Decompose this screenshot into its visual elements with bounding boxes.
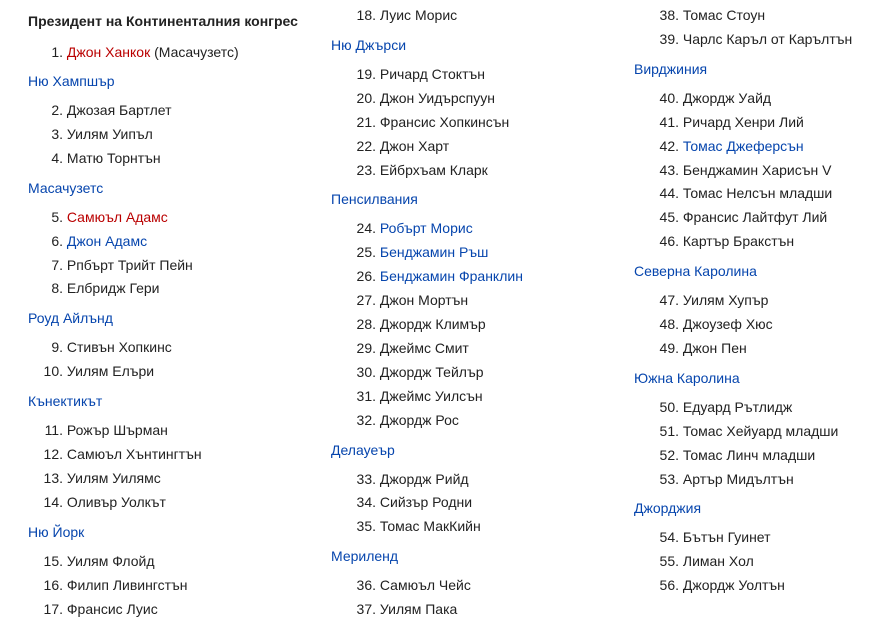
- state-heading[interactable]: Мериленд: [331, 548, 399, 565]
- item-number: 16.: [43, 576, 63, 593]
- item-number: 53.: [659, 470, 679, 487]
- signer-item: [634, 423, 838, 439]
- signer-item: [634, 553, 754, 569]
- item-number: 6.: [51, 232, 63, 249]
- item-number: 18.: [356, 7, 376, 23]
- signer-name: Картър Бракстън: [682, 233, 795, 250]
- signer-item: [331, 66, 485, 82]
- item-number: 52.: [659, 446, 679, 463]
- signer-name: Елбридж Гери: [66, 280, 160, 297]
- signer-name: Томас Нелсън младши: [682, 185, 833, 202]
- signer-item: [28, 126, 153, 142]
- signer-name-link[interactable]: Бенджамин Франклин: [379, 268, 523, 285]
- signer-item: [634, 399, 792, 415]
- president-item: [28, 44, 239, 60]
- signer-item: [331, 340, 469, 356]
- signer-item: [634, 292, 768, 308]
- signer-item: [634, 7, 765, 23]
- item-number: 20.: [356, 89, 376, 106]
- signer-item: [634, 185, 832, 201]
- signer-name: Уилям Пака: [379, 601, 458, 618]
- signer-name-link[interactable]: Робърт Морис: [379, 220, 473, 237]
- signer-name: Франсис Лайтфут Лий: [682, 209, 828, 226]
- state-heading[interactable]: Масачузетс: [28, 179, 104, 196]
- signer-item: [634, 233, 794, 249]
- signer-name: Джон Мортън: [379, 292, 469, 309]
- signer-name: Томас Стоун: [682, 7, 766, 23]
- item-number: 21.: [356, 113, 376, 130]
- signer-item: [331, 412, 459, 428]
- item-number: 47.: [659, 292, 679, 309]
- signer-item: [331, 577, 471, 593]
- item-number: 31.: [356, 387, 376, 404]
- item-number: 41.: [659, 113, 679, 130]
- signer-item: [28, 470, 161, 486]
- signer-item: [634, 316, 773, 332]
- signer-item: [634, 529, 771, 545]
- signer-name: Самюъл Чейс: [379, 577, 471, 594]
- signer-item: [331, 388, 483, 404]
- item-number: 33.: [356, 470, 376, 487]
- signer-name-link[interactable]: Томас Джеферсън: [682, 137, 804, 154]
- state-heading[interactable]: Ню Йорк: [28, 523, 85, 540]
- signer-item: [634, 162, 831, 178]
- signer-name: Едуард Рътлидж: [682, 398, 793, 415]
- item-number: 49.: [659, 339, 679, 356]
- item-number: 23.: [356, 161, 376, 178]
- state-heading[interactable]: Южна Каролина: [634, 369, 740, 386]
- item-number: 56.: [659, 577, 679, 594]
- signer-item: [634, 447, 815, 463]
- signer-name: Ричард Стоктън: [379, 65, 485, 82]
- signer-name: Джордж Климър: [379, 316, 486, 332]
- item-number: 40.: [659, 89, 679, 106]
- signer-name: Бенджамин Харисън V: [682, 161, 832, 178]
- item-number: 14.: [43, 493, 63, 510]
- president-name-link[interactable]: Джон Ханкок: [66, 44, 151, 60]
- signer-item: [331, 292, 468, 308]
- signer-item: [634, 577, 785, 593]
- item-number: 22.: [356, 137, 376, 154]
- signer-item: [28, 257, 193, 273]
- state-heading[interactable]: Кънектикът: [28, 393, 103, 410]
- signer-item: [331, 601, 457, 617]
- signer-item: [634, 138, 804, 154]
- signer-name: Джеймс Смит: [379, 339, 469, 356]
- signer-name: Сийзър Родни: [379, 494, 473, 511]
- state-heading[interactable]: Джорджия: [634, 500, 702, 517]
- item-number: 44.: [659, 185, 679, 202]
- signer-name: Джоузеф Хюс: [682, 316, 773, 332]
- signer-name: Уилям Елъри: [66, 363, 155, 380]
- signer-item: [634, 90, 771, 106]
- signer-name: Уилям Уилямс: [66, 469, 161, 486]
- signer-item: [331, 471, 469, 487]
- signer-name: Джозая Бартлет: [66, 102, 172, 118]
- signer-item: [28, 209, 168, 225]
- signer-name: Томас МакКийн: [379, 518, 481, 535]
- item-number: 2.: [51, 102, 63, 118]
- signer-name-link[interactable]: Джон Адамс: [66, 232, 148, 249]
- president-state-note: (Масачузетс): [154, 44, 239, 60]
- state-heading[interactable]: Роуд Айлънд: [28, 310, 113, 327]
- item-number: 12.: [43, 446, 63, 462]
- signer-item: [28, 280, 159, 296]
- signer-item: [634, 340, 747, 356]
- item-number: 42.: [659, 137, 679, 154]
- signer-name: Ричард Хенри Лий: [682, 113, 804, 130]
- signer-item: [28, 339, 172, 355]
- signer-item: [331, 364, 484, 380]
- signer-item: [28, 446, 202, 462]
- signer-name: Франсис Луис: [66, 600, 158, 617]
- item-number: 5.: [51, 208, 63, 225]
- state-heading[interactable]: Ню Джърси: [331, 36, 407, 53]
- item-number: 46.: [659, 233, 679, 250]
- signer-item: [331, 494, 472, 510]
- item-number: 25.: [356, 244, 376, 261]
- signer-item: [331, 138, 449, 154]
- signer-item: [634, 471, 794, 487]
- item-number: 32.: [356, 411, 376, 428]
- signer-item: [28, 150, 161, 166]
- signer-name: Джордж Тейлър: [379, 363, 484, 380]
- item-number: 15.: [43, 552, 63, 569]
- signer-name: Уилям Уипъл: [66, 125, 153, 142]
- signer-name: Ейбрхъам Кларк: [379, 161, 488, 178]
- state-heading[interactable]: Делауеър: [331, 441, 395, 458]
- signer-name: Филип Ливингстън: [66, 576, 188, 593]
- signer-item: [28, 363, 154, 379]
- signer-name: Джордж Рос: [379, 411, 459, 428]
- item-number: 51.: [659, 422, 679, 439]
- signer-name: Томас Хейуард младши: [682, 422, 839, 439]
- item-number: 36.: [356, 577, 376, 594]
- signer-item: [28, 494, 166, 510]
- signer-name: Стивън Хопкинс: [66, 339, 172, 356]
- item-number: 9.: [51, 339, 63, 356]
- item-number: 37.: [356, 601, 376, 618]
- signer-item: [28, 233, 147, 249]
- signer-name: Бътън Гуинет: [682, 529, 771, 546]
- signer-name: Матю Торнтън: [66, 149, 161, 166]
- state-heading[interactable]: Вирджиния: [634, 60, 708, 77]
- signer-item: [331, 316, 486, 332]
- signer-item: [634, 209, 827, 225]
- item-number: 39.: [659, 30, 679, 47]
- signer-name: Чарлс Каръл от Карълтън: [682, 30, 853, 47]
- item-number: 17.: [43, 600, 63, 617]
- signer-item: [634, 31, 852, 47]
- item-number: 7.: [51, 256, 63, 273]
- item-number: 50.: [659, 398, 679, 415]
- item-number: 34.: [356, 494, 376, 511]
- signer-name: Рожър Шърман: [66, 422, 168, 439]
- item-number: 10.: [43, 363, 63, 380]
- signer-name: Томас Линч младши: [682, 446, 816, 463]
- item-number: 38.: [659, 7, 679, 23]
- item-number: 45.: [659, 209, 679, 226]
- signer-name: Лиман Хол: [682, 553, 754, 570]
- signer-name: Уилям Хупър: [682, 292, 769, 309]
- item-number: 26.: [356, 268, 376, 285]
- signer-name: Рпбърт Трийт Пейн: [66, 256, 193, 273]
- item-number: 13.: [43, 469, 63, 486]
- signer-name: Артър Мидълтън: [682, 470, 794, 487]
- signer-item: [331, 162, 488, 178]
- signer-item: [331, 7, 457, 23]
- state-heading[interactable]: Северна Каролина: [634, 263, 757, 280]
- item-number: 1.: [51, 44, 63, 60]
- signer-item: [331, 90, 495, 106]
- item-number: 4.: [51, 149, 63, 166]
- item-number: 29.: [356, 339, 376, 356]
- signer-item: [331, 268, 523, 284]
- item-number: 43.: [659, 161, 679, 178]
- signer-item: [331, 114, 509, 130]
- signer-name-link[interactable]: Самюъл Адамс: [66, 208, 168, 225]
- signer-name: Луис Морис: [379, 7, 458, 23]
- signer-name: Франсис Хопкинсън: [379, 113, 510, 130]
- item-number: 30.: [356, 363, 376, 380]
- item-number: 54.: [659, 529, 679, 546]
- item-number: 11.: [44, 422, 63, 439]
- item-number: 19.: [356, 65, 376, 82]
- item-number: 27.: [356, 292, 376, 309]
- item-number: 48.: [659, 316, 679, 332]
- signer-name: Джон Харт: [379, 137, 450, 154]
- signer-name: Оливър Уолкът: [66, 493, 166, 510]
- signer-name: Джордж Уайд: [682, 89, 772, 106]
- item-number: 24.: [356, 220, 376, 237]
- item-number: 35.: [356, 518, 376, 535]
- signer-name: Самюъл Хънтингтън: [66, 446, 202, 462]
- signer-item: [331, 518, 481, 534]
- item-number: 28.: [356, 316, 376, 332]
- president-heading: Президент на Континенталния конгрес: [28, 13, 298, 29]
- signer-item: [28, 577, 188, 593]
- signer-item: [331, 244, 488, 260]
- signer-item: [634, 114, 804, 130]
- signer-item: [28, 601, 158, 617]
- state-heading[interactable]: Ню Хампшър: [28, 73, 115, 89]
- signer-name: Джордж Рийд: [379, 470, 469, 487]
- item-number: 8.: [51, 280, 63, 297]
- state-heading[interactable]: Пенсилвания: [331, 191, 418, 208]
- signer-item: [28, 553, 155, 569]
- signer-name: Джеймс Уилсън: [379, 387, 483, 404]
- signer-name: Джордж Уолтън: [682, 577, 785, 594]
- signer-name: Джон Пен: [682, 339, 747, 356]
- item-number: 3.: [51, 125, 63, 142]
- item-number: 55.: [659, 553, 679, 570]
- signer-item: [28, 102, 172, 118]
- signer-name: Джон Уидърспуун: [379, 89, 495, 106]
- signer-item: [28, 422, 168, 438]
- signer-name: Уилям Флойд: [66, 552, 155, 569]
- signer-item: [331, 220, 473, 236]
- signer-name-link[interactable]: Бенджамин Ръш: [379, 244, 489, 261]
